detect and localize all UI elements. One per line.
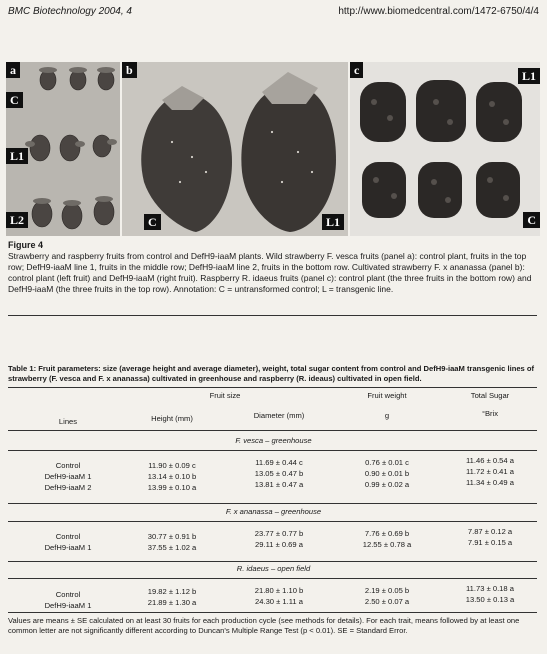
panel-a-label: a (6, 62, 20, 78)
figure-title: Figure 4 (8, 240, 44, 250)
cell-diameter: 24.30 ± 1.11 a (255, 597, 303, 606)
caption-divider (8, 315, 537, 316)
cell-line: DefH9-iaaM 1 (44, 472, 92, 481)
raspberry-photo (350, 62, 540, 236)
panel-c-label: c (350, 62, 363, 78)
figure-4 (6, 62, 540, 236)
section-rule-top-f-ananassa (8, 503, 537, 504)
panel-a-photo (6, 62, 120, 236)
column-header-diameter: Diameter (mm) (253, 411, 305, 420)
cell-sugar: 11.46 ± 0.54 a (466, 456, 514, 465)
section-rule-f-vesca (8, 450, 537, 451)
panel-b-control-label: C (144, 214, 161, 230)
cell-diameter: 13.81 ± 0.47 a (254, 480, 304, 489)
cell-height: 19.82 ± 1.12 b (147, 587, 197, 596)
panel-a-row-l2-label: L2 (6, 212, 28, 228)
section-title-f-ananassa: F. x ananassa – greenhouse (225, 507, 322, 516)
cell-diameter: 23.77 ± 0.77 b (254, 529, 304, 538)
panel-a-row-control-label: C (6, 92, 23, 108)
cell-height: 21.89 ± 1.30 a (147, 598, 197, 607)
group-header-fruit-weight: Fruit weight (367, 391, 407, 400)
cell-diameter: 13.05 ± 0.47 b (254, 469, 304, 478)
cell-diameter: 11.69 ± 0.44 c (255, 458, 303, 467)
section-title-f-vesca: F. vesca – greenhouse (235, 436, 312, 445)
column-header-weight-unit: g (384, 411, 390, 420)
cell-line: DefH9-iaaM 1 (44, 543, 92, 552)
cell-sugar: 7.87 ± 0.12 a (467, 527, 513, 536)
journal-citation: BMC Biotechnology 2004, 4 (8, 6, 132, 17)
cell-weight: 12.55 ± 0.78 a (362, 540, 412, 549)
cell-weight: 0.76 ± 0.01 c (365, 458, 409, 467)
cell-line: DefH9-iaaM 1 (44, 601, 92, 610)
cell-weight: 2.19 ± 0.05 b (364, 586, 410, 595)
table-top-rule (8, 387, 537, 388)
cell-sugar: 11.72 ± 0.41 a (466, 467, 514, 476)
cell-height: 13.99 ± 0.10 a (147, 483, 197, 492)
cell-sugar: 13.50 ± 0.13 a (465, 595, 515, 604)
section-title-r-idaeus: R. idaeus – open field (236, 564, 311, 573)
group-header-fruit-size: Fruit size (209, 391, 241, 400)
cell-sugar: 7.91 ± 0.15 a (467, 538, 513, 547)
column-header-sugar-unit: °Brix (481, 409, 499, 418)
cell-line: DefH9-iaaM 2 (44, 483, 92, 492)
cell-line: Control (55, 461, 81, 470)
cell-weight: 2.50 ± 0.07 a (364, 597, 410, 606)
cell-height: 37.55 ± 1.02 a (147, 543, 197, 552)
cell-height: 30.77 ± 0.91 b (147, 532, 197, 541)
table-bottom-rule (8, 612, 537, 613)
column-header-lines: Lines (58, 417, 78, 426)
cell-line: Control (55, 532, 81, 541)
group-header-total-sugar: Total Sugar (470, 391, 510, 400)
cell-weight: 7.76 ± 0.69 b (364, 529, 410, 538)
cultivated-strawberry-photo (122, 62, 348, 236)
cell-diameter: 21.80 ± 1.10 b (254, 586, 304, 595)
cell-sugar: 11.73 ± 0.18 a (466, 584, 514, 593)
cell-diameter: 29.11 ± 0.69 a (255, 540, 303, 549)
panel-b-l1-label: L1 (322, 214, 344, 230)
cell-sugar: 11.34 ± 0.49 a (466, 478, 514, 487)
cell-line: Control (55, 590, 81, 599)
table-title: Table 1: Fruit parameters: size (average height and average diameter), weight, total sugar content from control and DefH9-iaaM transgenic lines of strawberry (F. vesca and F. x ananassa) cultivated in greenhouse and raspberry (R. ideaus) cultivated in open field. (8, 364, 535, 383)
cell-weight: 0.99 ± 0.02 a (364, 480, 410, 489)
panel-c-control-label: C (523, 212, 540, 228)
figure-caption (8, 240, 537, 295)
table-header-rule (8, 430, 537, 431)
section-rule-r-idaeus (8, 578, 537, 579)
table-footnote: Values are means ± SE calculated on at least 30 fruits for each production cycle (see methods for details). For each trait, means followed by at least one common letter are not significantly different according to Duncan's Multiple Range Test (p < 0.01). SE = Standard Error. (8, 616, 520, 635)
panel-c-photo (350, 62, 540, 236)
cell-height: 13.14 ± 0.10 b (147, 472, 197, 481)
column-header-height: Height (mm) (151, 414, 193, 423)
panel-a-row-l1-label: L1 (6, 148, 28, 164)
page-header (8, 6, 539, 20)
cell-weight: 0.90 ± 0.01 b (364, 469, 410, 478)
panel-c-l1-label: L1 (518, 68, 540, 84)
panel-b-label: b (122, 62, 137, 78)
article-url[interactable]: http://www.biomedcentral.com/1472-6750/4/4 (338, 6, 539, 17)
panel-b-photo (122, 62, 348, 236)
section-rule-f-ananassa (8, 521, 537, 522)
cell-height: 11.90 ± 0.09 c (148, 461, 196, 470)
section-rule-top-r-idaeus (8, 561, 537, 562)
figure-caption-text: Strawberry and raspberry fruits from control and DefH9-iaaM plants. Wild strawberry F. vesca fruits (panel a): control plant, fruits in the top row; DefH9-iaaM line 1, fruits in the middle row; DefH9-iaaM line 2, fruits in the bottom row. Cultivated strawberry F. x ananassa (panel b): control plant (left fruit) and DefH9-iaaM (right fruit). Raspberry R. idaeus fruits (panel c): control plant (the three fruits in the bottom row) and DefH9-iaaM (the three fruits in the top row). Annotation: C = untransformed control; L = transgenic line. (8, 251, 532, 294)
